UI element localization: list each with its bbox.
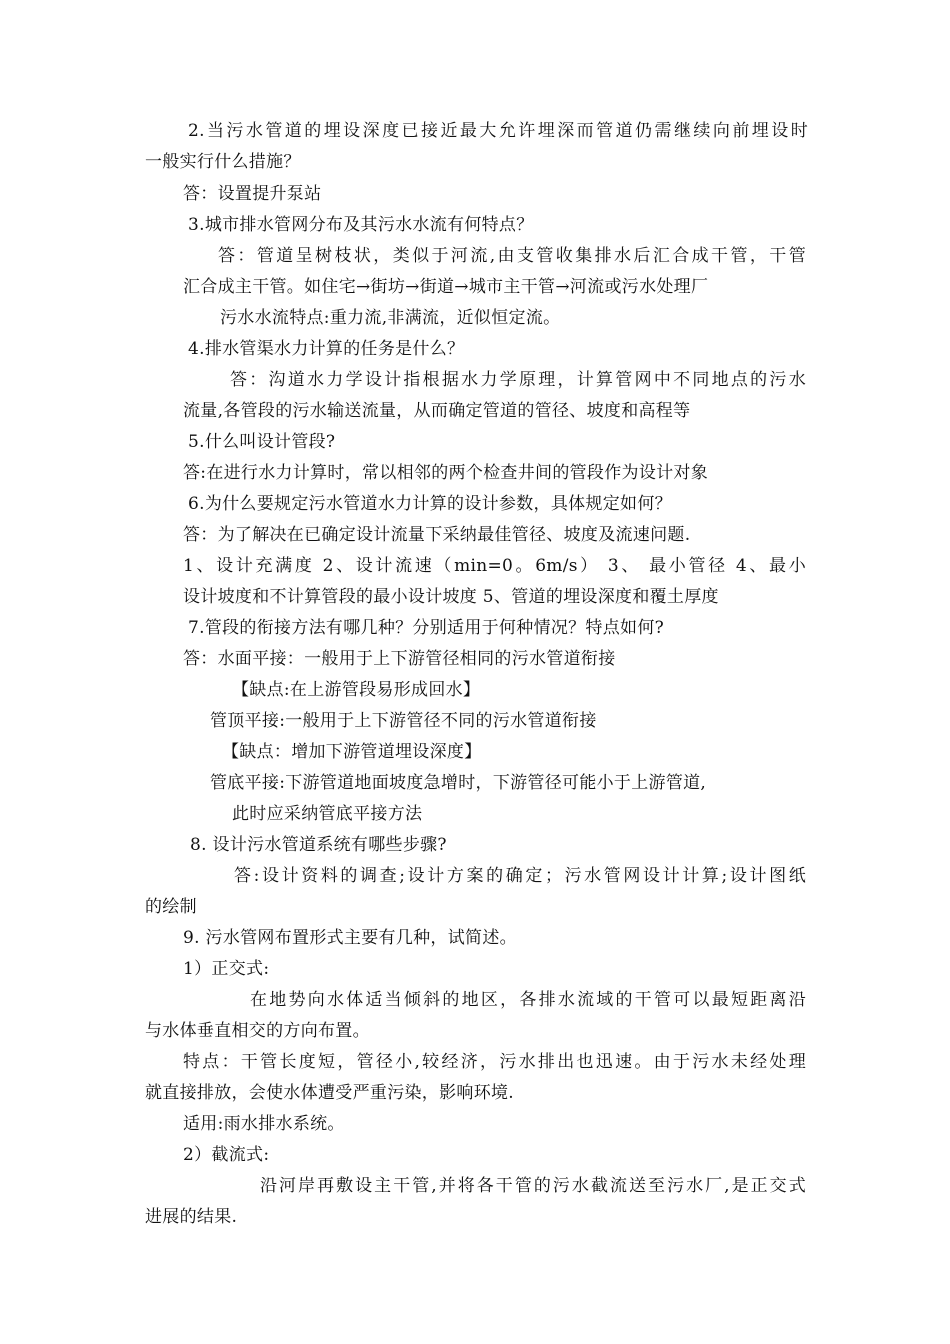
text-line: 3.城市排水管网分布及其污水水流有何特点？ xyxy=(188,215,534,235)
text-line: 1、设计充满度 2、设计流速（min=0。6m/s） 3、 最小管径 4、最小 xyxy=(183,556,806,576)
text-line: 流量,各管段的污水输送流量，从而确定管道的管径、坡度和高程等 xyxy=(183,401,691,421)
text-line: 【缺点:在上游管段易形成回水】 xyxy=(232,680,481,700)
text-line: 管顶平接:一般用于上下游管径不同的污水管道衔接 xyxy=(210,711,597,731)
text-line: 4.排水管渠水力计算的任务是什么？ xyxy=(188,339,465,359)
text-line: 汇合成主干管。如住宅→街坊→街道→城市主干管→河流或污水处理厂 xyxy=(183,277,709,297)
text-line: 答:在进行水力计算时，常以相邻的两个检查井间的管段作为设计对象 xyxy=(183,463,709,483)
text-line: 沿河岸再敷设主干管,并将各干管的污水截流送至污水厂,是正交式 xyxy=(260,1176,806,1196)
text-line: 答：管道呈树枝状，类似于河流,由支管收集排水后汇合成干管，干管 xyxy=(218,246,806,266)
text-line: 适用:雨水排水系统。 xyxy=(183,1114,345,1134)
text-line: 进展的结果. xyxy=(145,1207,238,1227)
text-line: 管底平接:下游管道地面坡度急增时，下游管径可能小于上游管道, xyxy=(210,773,707,793)
text-line: 答：水面平接：一般用于上下游管径相同的污水管道衔接 xyxy=(183,649,616,669)
text-line: 答：设置提升泵站 xyxy=(183,184,322,204)
text-line: 答：为了解决在已确定设计流量下采纳最佳管径、坡度及流速问题. xyxy=(183,525,691,545)
text-line: 8. 设计污水管道系统有哪些步骤? xyxy=(190,835,447,855)
text-line: 的绘制 xyxy=(145,897,197,917)
text-line: 答：沟道水力学设计指根据水力学原理，计算管网中不同地点的污水 xyxy=(230,370,806,390)
text-line: 污水水流特点:重力流,非满流，近似恒定流。 xyxy=(220,308,561,328)
text-line: 6.为什么要规定污水管道水力计算的设计参数，具体规定如何？ xyxy=(188,494,672,514)
text-line: 与水体垂直相交的方向布置。 xyxy=(145,1021,370,1041)
text-line: 就直接排放，会使水体遭受严重污染，影响环境. xyxy=(145,1083,515,1103)
text-line: 9. 污水管网布置形式主要有几种，试简述。 xyxy=(183,928,517,948)
text-line: 特点：干管长度短，管径小,较经济，污水排出也迅速。由于污水未经处理 xyxy=(183,1052,806,1072)
text-line: 1）正交式: xyxy=(183,959,270,979)
text-line: 7.管段的衔接方法有哪几种？分别适用于何种情况？特点如何? xyxy=(188,618,665,638)
text-line: 此时应采纳管底平接方法 xyxy=(232,804,423,824)
text-line: 一般实行什么措施？ xyxy=(145,152,301,172)
text-line: 【缺点：增加下游管道埋设深度】 xyxy=(222,742,482,762)
text-line: 答:设计资料的调查;设计方案的确定；污水管网设计计算;设计图纸 xyxy=(234,866,806,886)
text-line: 2.当污水管道的埋设深度已接近最大允许埋深而管道仍需继续向前埋设时 xyxy=(188,121,808,141)
text-line: 在地势向水体适当倾斜的地区，各排水流域的干管可以最短距离沿 xyxy=(250,990,806,1010)
text-line: 设计坡度和不计算管段的最小设计坡度 5、管道的埋设深度和覆土厚度 xyxy=(183,587,719,607)
text-line: 2）截流式: xyxy=(183,1145,270,1165)
text-line: 5.什么叫设计管段? xyxy=(188,432,336,452)
